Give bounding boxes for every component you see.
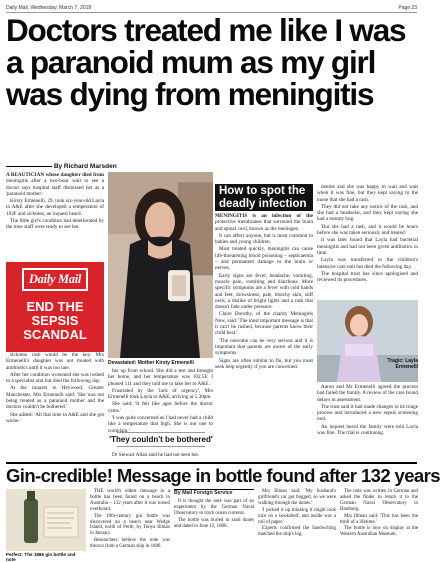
paragraph: Kirsty Ermenelli, 29, took six-year-old Layla to A&E after she developed a temperature of 102F and sickness, an inquest heard. bbox=[6, 198, 104, 217]
paragraph: The trust said it had made changes to its triage process and introduced a new sepsis screening tool. bbox=[317, 403, 418, 423]
story-divider bbox=[6, 462, 417, 464]
campaign-title-line-1: END THE SEPSIS bbox=[26, 299, 84, 328]
paragraph: After her condition worsened she was rushed to a specialist unit but died the following day. bbox=[6, 371, 104, 385]
paragraph: Mrs Illman said: 'This has been the thrill of a lifetime.' bbox=[340, 513, 418, 525]
campaign-masthead: Daily Mail bbox=[22, 268, 88, 291]
paragraph: The little girl's condition had deteriorated by the time staff were ready to see her. bbox=[6, 218, 104, 231]
bottle-photo bbox=[6, 489, 86, 551]
paragraph: She said: 'It felt like ages before the doctor came.' bbox=[108, 401, 213, 414]
paragraph: The bottle is now on display at the Western Australian Museum. bbox=[340, 526, 418, 538]
paragraph: Mrs Illman said: 'My husband's girlfriend's car got bogged, so we were walking through the dunes.' bbox=[258, 489, 336, 506]
story-column-1-continued bbox=[6, 352, 104, 456]
campaign-title-line-2: SCANDAL bbox=[23, 327, 87, 342]
paragraph: It was later found that Layla had bacterial meningitis and had not been given antibiotics in time. bbox=[317, 237, 418, 256]
paragraph: It can affect anyone, but is most common in babies and young children. bbox=[215, 232, 313, 246]
girl-photo-caption: Tragic: Layla Ermenelli bbox=[387, 358, 418, 370]
paragraph: sickness rash would be the key. Mrs Ermenelli's daughter was not treated with antibiotics until it was too late. bbox=[6, 352, 104, 371]
paragraph: Most treated quickly, meningitis can cause life-threatening blood poisoning – septicaemia – and permanent damage to the brain or nerves. bbox=[215, 246, 313, 272]
page-number: Page 23 bbox=[398, 4, 417, 11]
issue-date: Daily Mail, Wednesday, March 7, 2018 bbox=[6, 4, 92, 11]
story-column-1 bbox=[6, 172, 104, 259]
paragraph: An inquest heard the family were told Layla was fine. The trial is continuing. bbox=[317, 423, 418, 437]
mother-photo bbox=[108, 172, 213, 358]
byline-rule bbox=[6, 166, 52, 167]
paragraph: The bottle was buried in sand dunes and dated to June 12, 1886. bbox=[174, 517, 254, 529]
paragraph: A BEAUTICIAN whose daughter died from meningitis after a two-hour wait to see a doctor says hospital staff dismissed her as a 'paranoid mother'. bbox=[6, 172, 104, 197]
story-column-4 bbox=[317, 384, 418, 458]
paragraph: Layla was transferred to the children's intensive care unit but died the following day. bbox=[317, 257, 418, 270]
byline-text: By Richard Marsden bbox=[53, 163, 117, 170]
paragraph: Experts confirmed the handwriting matched the ship's log. bbox=[258, 526, 336, 538]
mother-photo-caption: Devastated: Mother Kirsty Ermenelli bbox=[108, 360, 194, 366]
paragraph: Aaron and Mr Ermenelli agreed the process had failed the family. A review of the care found delays in assessment. bbox=[317, 384, 418, 403]
byline bbox=[6, 163, 117, 170]
factbox-column bbox=[215, 213, 313, 458]
paragraph: At the inquest in Heywood, Greater Manchester, Mrs Ermenelli said: 'She was not being treated as a paranoid mother and the doctors couldn't be bothered.' bbox=[6, 385, 104, 411]
paragraph: Dr Stewart Allan said he had not seen her. bbox=[112, 452, 200, 458]
paragraph: 'The outcome can be very serious and it is important that parents are aware of the early symptoms.' bbox=[215, 337, 313, 357]
paragraph: 'But she had a rash, and it would be hours before she was taken seriously and treated.' bbox=[317, 223, 418, 237]
paragraph: Researchers believe the note was thrown from a German ship in 1886. bbox=[90, 538, 170, 550]
story-column-2-continued bbox=[108, 452, 213, 458]
paragraph: 'I was quite concerned as I had never had a child like a temperature that high. She is not one to complain.' bbox=[108, 415, 213, 434]
paragraph: MENINGITIS is an infection of the protective membranes that surround the brain and spinal cord, known as the meninges. bbox=[215, 213, 313, 232]
main-headline: Doctors treated me like I was a paranoid mum as my girl was dying from meningitis bbox=[6, 12, 406, 112]
story2-column-1 bbox=[90, 489, 170, 559]
story-column-4-top bbox=[317, 184, 418, 298]
factbox-heading: How to spot the deadly infection bbox=[215, 184, 313, 211]
paragraph: THE world's oldest message in a bottle has been found on a beach in Australia – 132 years after it was tossed overboard. bbox=[90, 489, 170, 512]
story2-column-4 bbox=[340, 489, 418, 559]
paragraph: The hospital trust has since apologised and reviewed its procedures. bbox=[317, 270, 418, 284]
paragraph: 'I picked it up thinking it might look nice on a bookshelf, and inside was a roll of paper.' bbox=[258, 507, 336, 525]
story-column-2 bbox=[108, 368, 213, 434]
paragraph: Frustrated by the 'lack of urgency', Mrs Ermenelli took Layla to A&E, arriving at 5.30pm. bbox=[108, 387, 213, 401]
pull-quote: 'They couldn't be bothered' bbox=[109, 432, 213, 447]
paragraph: They did not take any notice of the rash, and she had a headache, and they kept saying she had a tummy bug. bbox=[317, 203, 418, 223]
second-headline: Gin-credible! Message in bottle found after 132 years bbox=[6, 465, 440, 486]
paragraph: Early signs are fever, headache, vomiting, muscle pain, vomiting and diarrhoea. More specific symptoms are a fever with cold hands and feet, drowsiness, pale, blotchy skin, stiff neck, a dislike of bright lights and a rash that doesn't fade under pressure. bbox=[215, 272, 313, 311]
bottle-photo-caption: Perfect: The 1886 gin bottle and note bbox=[6, 552, 76, 562]
story2-column-3 bbox=[258, 489, 336, 559]
paragraph: The note was written in German and asked the finder to return it to the German Naval Observatory in Hamburg. bbox=[340, 489, 418, 512]
sepsis-campaign-box[interactable] bbox=[6, 262, 104, 352]
paragraph: her up from school. She did a test and brought her home, and her temperature was 102.5F. I phoned 111 and they told me to take her to A&E. bbox=[108, 368, 213, 387]
paragraph: Signs are often similar to flu, but you must seek help urgently if you are concerned. bbox=[215, 357, 313, 370]
paragraph: The 19th-century gin bottle was discovered on a beach near Wedge Island, north of Perth, by Tonya Illman in January. bbox=[90, 513, 170, 537]
paragraph: dentist and she was happy to wait and wait when it was fine, but they kept saying to the nurse that she had a rash. bbox=[317, 184, 418, 203]
story2-column-2 bbox=[174, 489, 254, 559]
paragraph: Claire Dorothy, of the charity Meningitis Now, said: 'The most important message is that it can't be rushed, because parents know their child best.' bbox=[215, 311, 313, 337]
paragraph: She added: 'All that time in A&E and she got worse.' bbox=[6, 411, 104, 424]
story2-byline: By Mail Foreign Service bbox=[174, 489, 254, 497]
paragraph: It is thought the note was part of an experiment by the German Naval Observatory to track ocean currents. bbox=[174, 498, 254, 516]
